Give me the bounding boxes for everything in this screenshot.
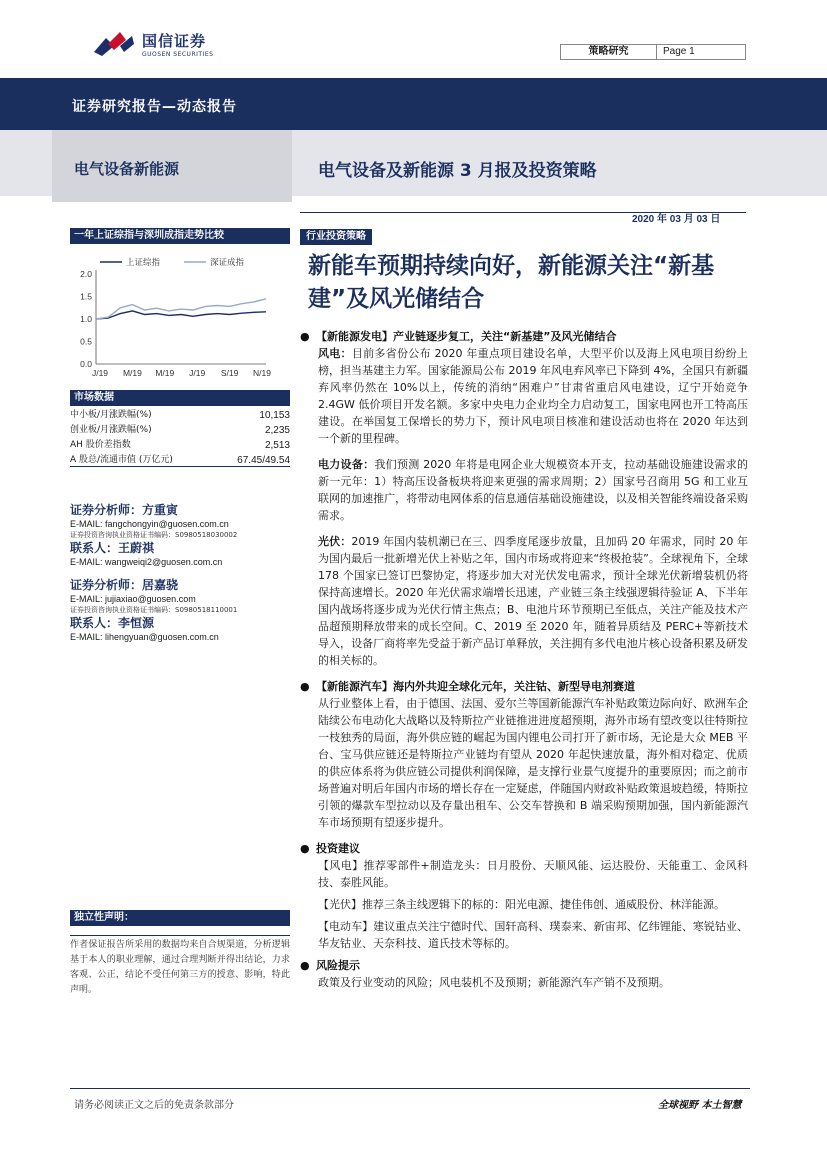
independence-heading: 独立性声明： xyxy=(70,910,290,926)
brand-name-en: GUOSEN SECURITIES xyxy=(142,51,214,58)
page-number: Page 1 xyxy=(663,46,695,57)
series-line-1 xyxy=(96,311,266,319)
series-line-2 xyxy=(96,299,266,319)
market-value: 2,235 xyxy=(264,425,290,436)
independence-divider xyxy=(70,935,290,936)
chart-heading: 一年上证综指与深圳成指走势比较 xyxy=(70,228,290,244)
x-tick-label: J/19 xyxy=(91,368,109,378)
report-body xyxy=(300,328,748,991)
market-data-heading: 市场数据 xyxy=(70,390,290,406)
section-heading-risk: ● 风险提示 xyxy=(300,959,360,972)
sector-name: 电气设备新能源 xyxy=(74,160,180,178)
analyst-list xyxy=(70,503,300,643)
contact-email[interactable]: E-MAIL: lihengyuan@guosen.com.cn xyxy=(70,632,219,642)
section-heading-invest: ● 投资建议 xyxy=(300,842,360,855)
market-data-table xyxy=(70,408,290,468)
rec-wind: 【风电】推荐零部件+制造龙头：日月股份、天顺风能、运达股份、天能重工、金风科技、泰胜风能。 xyxy=(318,859,748,889)
report-date: 2020 年 03 月 03 日 xyxy=(632,214,721,225)
market-label: A 股总/流通市值 (万亿元) xyxy=(70,455,173,465)
paragraph-pv: 光伏：2019 年国内装机潮已在三、四季度尾逐步放量，且加码 20 年需求，同时 20 年为国内最后一批新增光伏上补贴之年，国内市场或将迎来“终极抢装”。全球视角下，全球 178 个国家已签订巴黎协定，将逐步加大对光伏发电需求，预计全球光伏新增装机仍将保持高速增长。2020 年光伏需求端增长迅速，产业链三条主线强逻辑待验证 A、下半年国内战场将逐步成为光伏行情主焦点；B、电池片环节预期已至低点，关注产能及技术产品超预期释放带来的成长空间。C、2019 至 2020 年，随着异质结及 PERC+等新技术导入，设备厂商将率先受益于新产品订单释放，关注拥有多代电池片核心设备积累及研发的相关标的。 xyxy=(318,535,748,667)
analyst-name: 证券分析师：方重寅 xyxy=(70,503,179,517)
report-title: 电气设备及新能源 3 月报及投资策略 xyxy=(318,161,597,181)
market-value: 10,153 xyxy=(259,410,290,421)
market-value: 2,513 xyxy=(264,440,290,451)
market-row xyxy=(70,408,290,423)
x-tick-label: S/19 xyxy=(220,368,239,378)
headline: 新能车预期持续向好，新能源关注“新基建”及风光储结合 xyxy=(308,253,715,312)
industry-tag: 行业投资策略 xyxy=(300,229,372,245)
banner-title: 证券研究报告—动态报告 xyxy=(72,99,237,115)
contact-name: 联系人：李恒源 xyxy=(70,616,155,630)
pv-label: 光伏： xyxy=(318,535,352,548)
independence-statement: 作者保证报告所采用的数据均来自合规渠道，分析逻辑基于本人的职业理解，通过合理判断并得出结论，力求客观、公正，结论不受任何第三方的授意、影响，特此声明。 xyxy=(70,940,290,995)
bullet-icon: ● xyxy=(300,959,310,972)
x-tick-label: M/19 xyxy=(122,368,142,378)
paragraph-wind: 风电：目前多省份公布 2020 年重点项目建设名单，大型平价以及海上风电项目纷纷上榜，担当基建主力军。国家能源局公布 2019 年风电弃风率已下降到 4%，全国只有新疆弃风率仍然在 10%以上，传统的消纳“困难户”甘肃省重启风电建设，辽宁开始竞争 2.4GW 低价项目开发名额。多家中央电力企业均全力启动复工，国家电网也开工特高压建设。在举国复工保增长的势力下，预计风电项目核准和建设活动也将在 2020 年达到一个新的里程碑。 xyxy=(318,347,748,445)
bullet-icon: ● xyxy=(300,842,310,855)
market-label: AH 股价差指数 xyxy=(70,440,131,450)
x-tick-label: J/19 xyxy=(189,368,206,378)
rec-ev: 【电动车】建议重点关注宁德时代、国轩高科、璞泰来、新宙邦、亿纬锂能、寒锐钴业、华友钴业、天奈科技、道氏技术等标的。 xyxy=(318,920,748,950)
y-tick-label: 0.0 xyxy=(80,359,92,369)
market-row xyxy=(70,423,290,438)
legend-label-1: 上证综指 xyxy=(126,258,161,268)
y-tick-label: 1.5 xyxy=(80,291,92,302)
guosen-logo-mark xyxy=(92,30,136,58)
bullet-icon: ● xyxy=(300,680,310,693)
contact-email[interactable]: E-MAIL: wangweiqi2@guosen.com.cn xyxy=(70,557,223,567)
rec-pv: 【光伏】推荐三条主线逻辑下的标的：阳光电源、捷佳伟创、通威股份、林洋能源。 xyxy=(318,898,725,911)
bullet-icon: ● xyxy=(300,330,310,343)
report-category: 策略研究 xyxy=(561,45,657,59)
analyst-cert: 证券投资咨询执业资格证书编码：S0980518110001 xyxy=(70,606,238,614)
slogan: 全球视野 本土智慧 xyxy=(658,1100,742,1111)
analyst-cert: 证券投资咨询执业资格证书编码：S0980518030002 xyxy=(70,531,238,539)
guosen-logo xyxy=(92,30,213,58)
contact-name: 联系人：王蔚祺 xyxy=(70,541,155,555)
y-tick-label: 2.0 xyxy=(80,269,92,279)
page-tag xyxy=(560,44,746,60)
wind-label: 风电： xyxy=(318,347,352,360)
disclaimer-note: 请务必阅读正文之后的免责条款部分 xyxy=(74,1100,234,1111)
market-value: 67.45/49.54 xyxy=(237,455,290,466)
y-tick-label: 0.5 xyxy=(80,336,92,347)
analyst-email[interactable]: E-MAIL: jujiaxiao@guosen.com xyxy=(70,594,196,604)
x-tick-label: M/19 xyxy=(155,368,175,378)
paragraph-grid: 电力设备：我们预测 2020 年将是电网企业大规模资本开支，拉动基础设施建设需求的新一元年：1）特高压设备板块将迎来更强的需求周期；2）国家号召商用 5G 和工业互联网的加速推广，将带动电网体系的信息通信基础设施建设，以及相关智能终端设备采购需求。 xyxy=(318,458,748,522)
market-divider xyxy=(70,466,290,467)
footer-divider xyxy=(70,1088,750,1089)
section-heading-ev: ● 【新能源汽车】海内外共迎全球化元年，关注钴、新型导电剂赛道 xyxy=(300,680,635,693)
index-comparison-chart xyxy=(70,252,290,382)
brand-name-cn: 国信证券 xyxy=(142,32,207,50)
analyst-email[interactable]: E-MAIL: fangchongyin@guosen.com.cn xyxy=(70,519,229,529)
market-label: 中小板/月涨跌幅(%) xyxy=(70,410,152,420)
header-banner xyxy=(0,78,827,130)
risk-text: 政策及行业变动的风险；风电装机不及预期；新能源汽车产销不及预期。 xyxy=(318,976,670,989)
market-row xyxy=(70,438,290,453)
market-label: 创业板/月涨跌幅(%) xyxy=(70,425,152,435)
y-tick-label: 1.0 xyxy=(80,314,92,324)
grid-label: 电力设备： xyxy=(318,458,375,471)
x-tick-label: N/19 xyxy=(253,368,271,378)
paragraph-ev: 从行业整体上看，由于德国、法国、爱尔兰等国新能源汽车补贴政策边际向好、欧洲车企陆续公布电动化大战略以及特斯拉产业链推进进度超预期，海外市场有望改变以往特斯拉一枝独秀的局面，海外供应链的崛起为国内锂电公司打开了新市场，无论是大众 MEB 平台、宝马供应链还是特斯拉产业链均有望从 2020 年起快速放量，海外相对稳定、优质的供应体系将为供应链公司提供利润保障，是支撑行业景气度提升的重要原因；而之前市场普遍对明后年国内市场的增长存在一定疑虑，伴随国内财政补贴政策退坡趋缓，特斯拉引领的爆款车型拉动以及存量出租车、公交车替换和 B 端采购预期加强，国内新能源汽车市场预期有望逐步提升。 xyxy=(318,697,748,829)
analyst-name: 证券分析师：居嘉骁 xyxy=(70,578,179,592)
legend-label-2: 深证成指 xyxy=(210,258,245,268)
section-heading-power: ● 【新能源发电】产业链逐步复工，关注“新基建”及风光储结合 xyxy=(300,330,617,343)
